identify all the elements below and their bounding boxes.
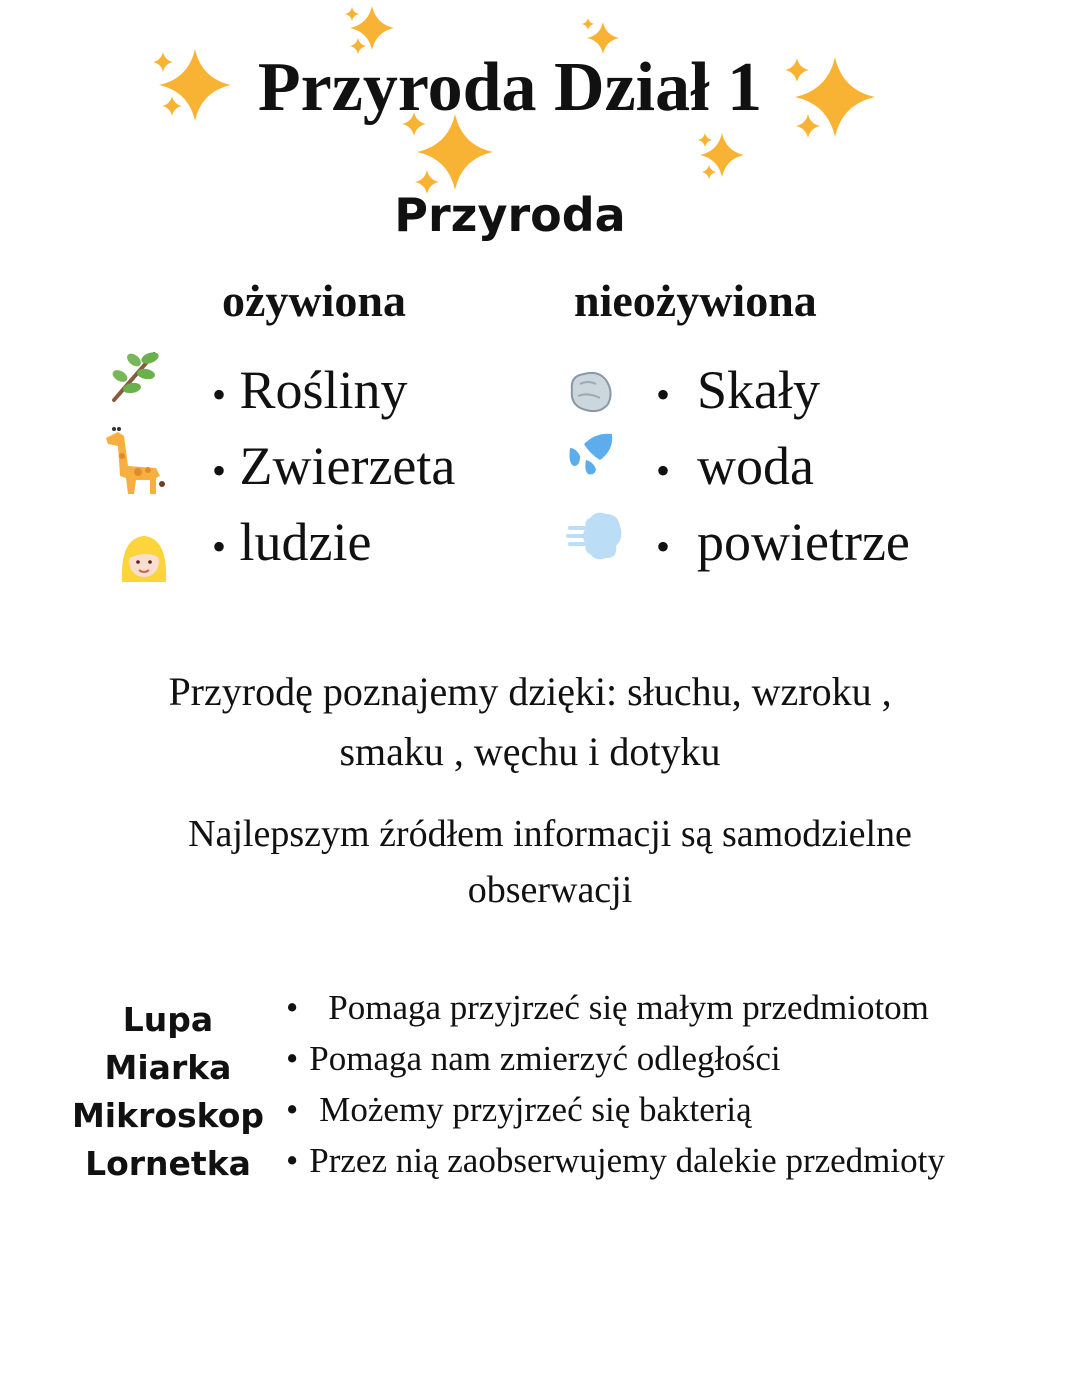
- list-item: • Skały: [656, 360, 821, 420]
- rock-icon: [566, 370, 614, 414]
- list-item: • woda: [656, 436, 814, 496]
- senses-text-line2: smaku , węchu i dotyku: [339, 729, 721, 774]
- senses-text-line1: Przyrodę poznajemy dzięki: słuchu, wzroku ,: [168, 669, 892, 714]
- tool-description: • Pomaga przyjrzeć się małym przedmiotom: [286, 988, 929, 1027]
- tool-name-lupa: Lupa: [122, 1000, 214, 1039]
- wind-icon: [566, 508, 624, 564]
- tool-description: • Przez nią zaobserwujemy dalekie przedmioty: [286, 1141, 945, 1180]
- column-heading-living: ożywiona: [222, 275, 406, 326]
- page-title: Przyroda Dział 1: [257, 49, 763, 126]
- sparkle-icon: [345, 7, 359, 21]
- sparkle-icon: [702, 165, 716, 179]
- tool-name-mikroskop: Mikroskop: [71, 1096, 265, 1135]
- woman-icon: [118, 532, 170, 584]
- observation-text-line2: obserwacji: [467, 869, 633, 911]
- subtitle: Przyroda: [394, 188, 626, 242]
- observation-text-line1: Najlepszym źródłem informacji są samodzielne: [188, 813, 912, 855]
- herb-icon: [106, 348, 162, 404]
- list-item: • ludzie: [212, 512, 372, 572]
- tool-description: • Pomaga nam zmierzyć odległości: [286, 1039, 781, 1078]
- tool-name-miarka: Miarka: [104, 1048, 232, 1087]
- list-item: • Zwierzeta: [212, 436, 456, 496]
- tool-description: • Możemy przyjrzeć się bakterią: [286, 1090, 752, 1129]
- list-item: • powietrze: [656, 512, 910, 572]
- column-heading-nonliving: nieożywiona: [574, 275, 817, 326]
- list-item: • Rośliny: [212, 360, 408, 420]
- giraffe-icon: [100, 426, 166, 498]
- tool-name-lornetka: Lornetka: [85, 1144, 251, 1183]
- sparkle-icon: [698, 133, 712, 147]
- sparkle-icon: [582, 18, 594, 30]
- water-drops-icon: [566, 430, 614, 476]
